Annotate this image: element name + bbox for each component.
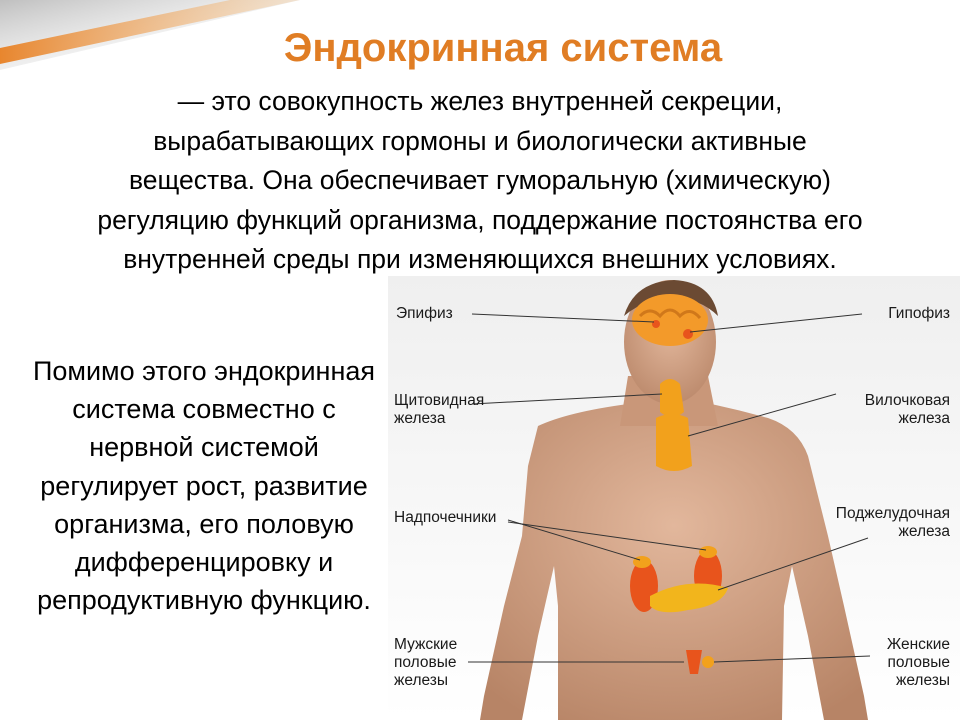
label-epiphysis: Эпифиз: [396, 305, 453, 322]
thymus-icon: [656, 414, 692, 471]
adrenal-left-icon: [633, 556, 651, 568]
label-adrenal: Надпочечники: [394, 509, 497, 526]
side-line: Помимо этого эндокринная: [32, 356, 375, 386]
slide-title: Эндокринная система: [283, 26, 723, 70]
pituitary-icon: [683, 329, 693, 339]
side-line: регулирует рост, развитие: [40, 470, 368, 501]
definition-line: — это совокупность желез внутренней секреции,: [177, 86, 783, 116]
label-thyroid: Щитовидная железа: [394, 392, 485, 427]
side-line: дифференцировку и: [74, 547, 334, 578]
label-male-glands: Мужские половые железы: [394, 636, 458, 689]
label-thymus: Вилочковая железа: [864, 392, 950, 427]
side-line: репродуктивную функцию.: [37, 585, 371, 616]
brain-icon: [632, 294, 708, 346]
definition-line: вырабатывающих гормоны и биологически активные: [153, 125, 807, 156]
epiphysis-icon: [652, 320, 660, 328]
definition-line: внутренней среды при изменяющихся внешних условиях.: [123, 244, 837, 274]
label-pancreas: Поджелудочная железа: [835, 505, 950, 540]
label-pituitary: Гипофиз: [888, 305, 950, 322]
definition-line: регуляцию функций организма, поддержание постоянства его: [97, 204, 863, 235]
side-text: [0, 352, 408, 619]
definition-text: [0, 82, 960, 280]
side-line: система совместно с: [72, 394, 336, 425]
label-female-glands: Женские половые железы: [886, 636, 950, 689]
ovary-icon: [702, 656, 714, 668]
figure-illustration: [388, 276, 960, 720]
definition-line: вещества. Она обеспечивает гуморальную (химическую): [128, 165, 832, 195]
endocrine-figure: [388, 276, 960, 720]
side-line: нервной системой: [89, 432, 319, 463]
side-line: организма, его половую: [54, 508, 354, 539]
adrenal-right-icon: [699, 546, 717, 558]
